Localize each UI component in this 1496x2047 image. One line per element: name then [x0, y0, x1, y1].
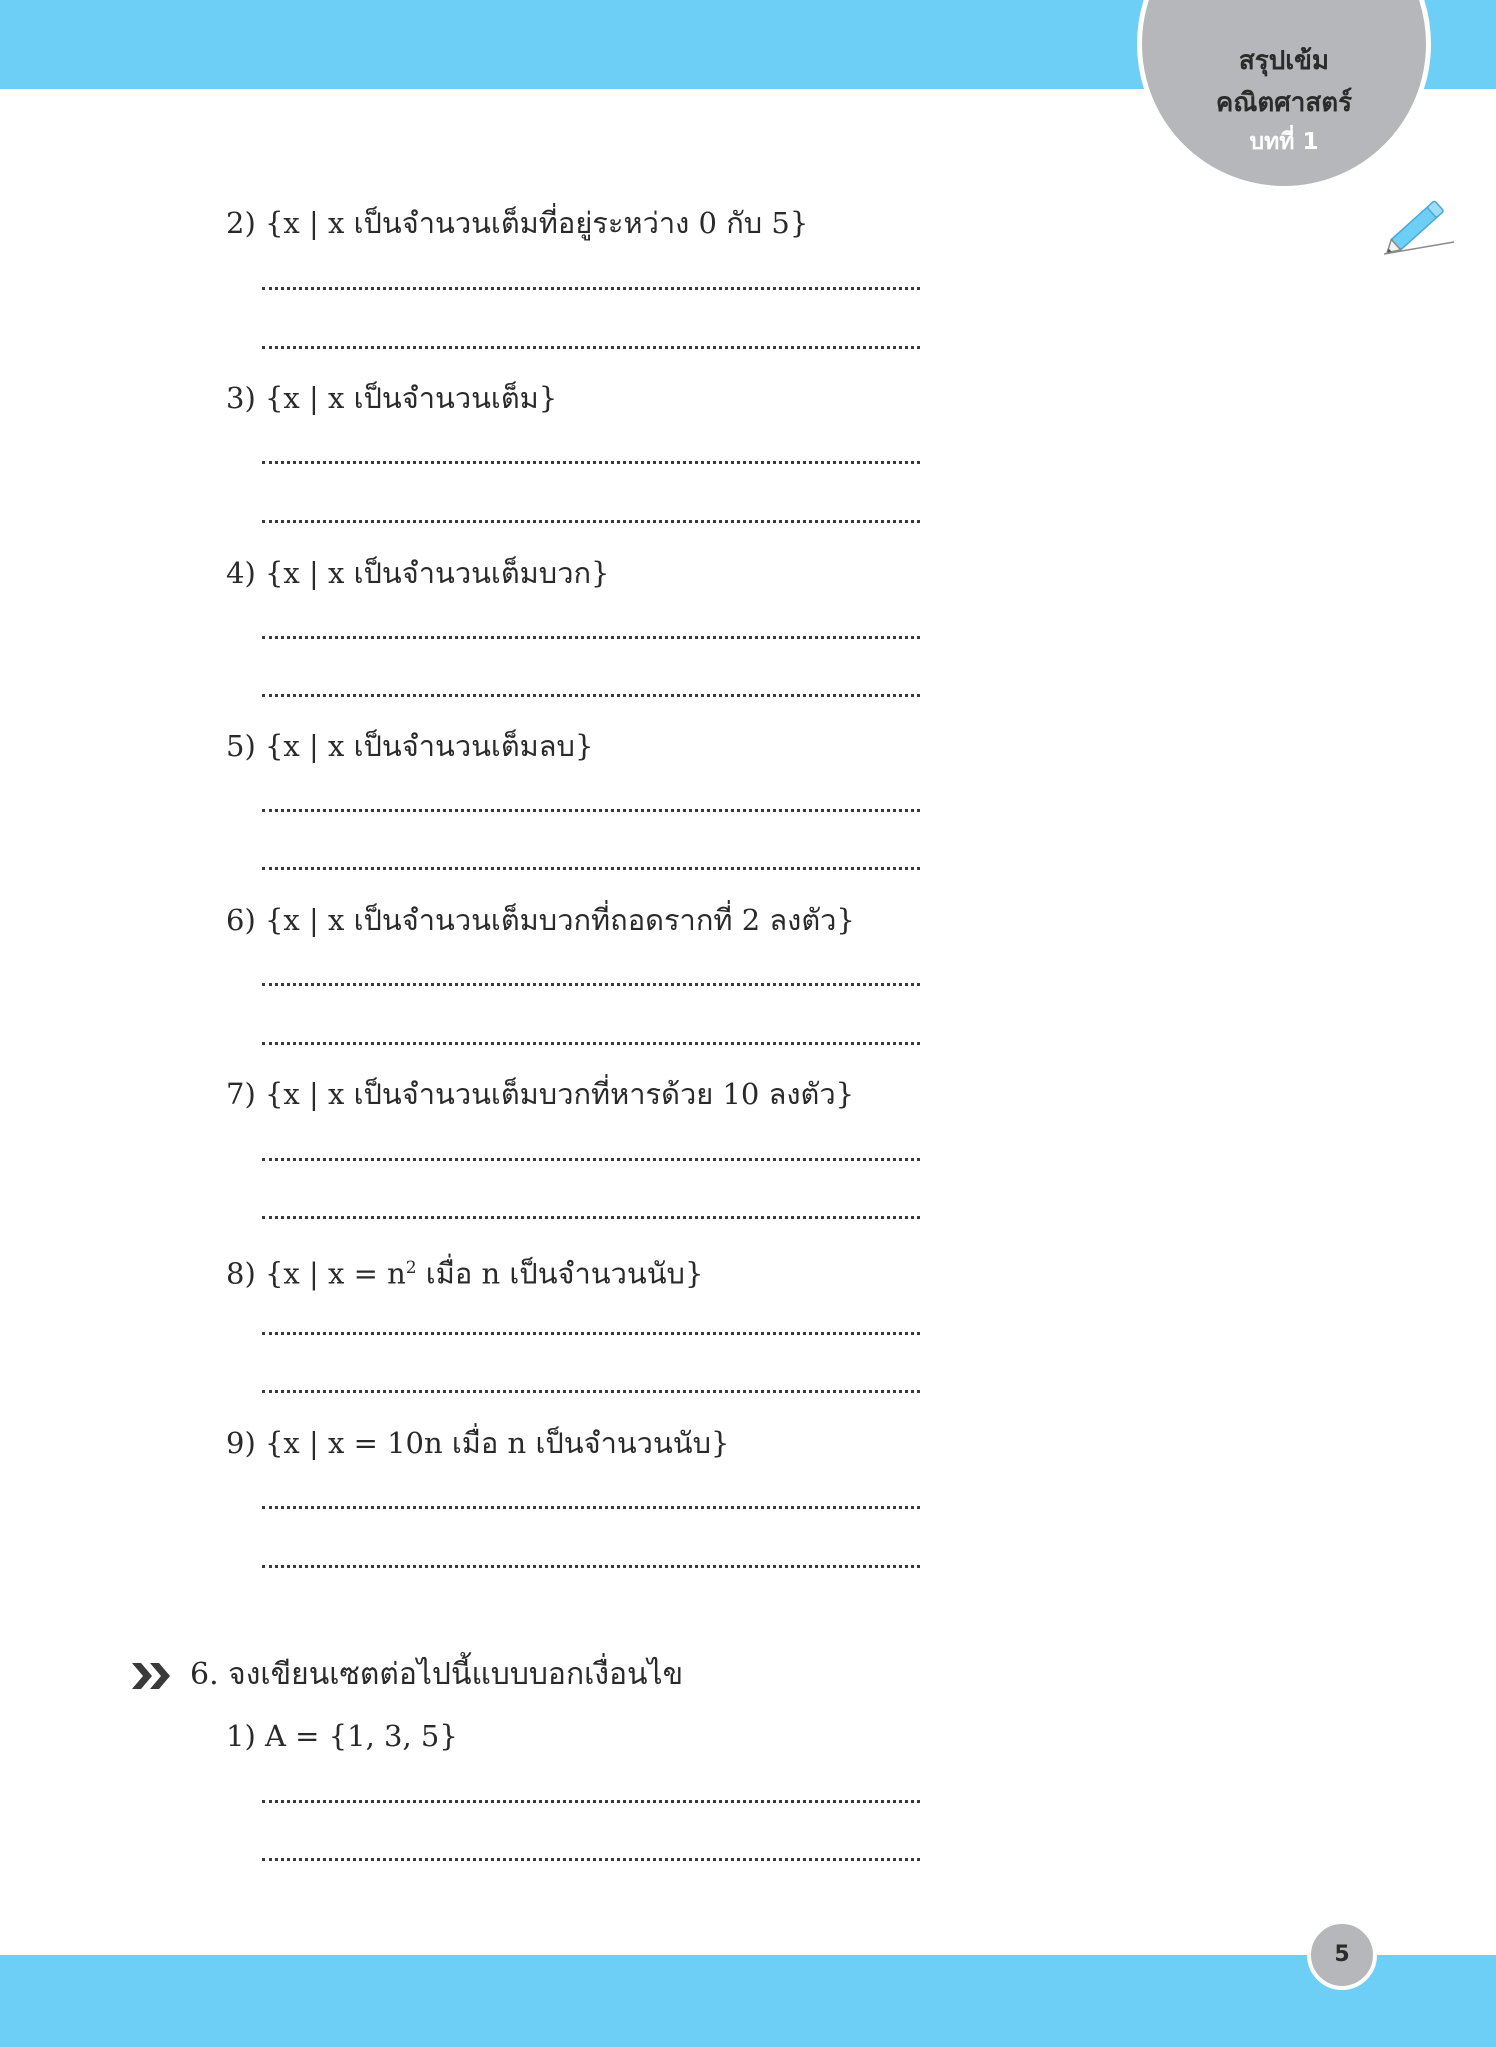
badge-title-line1: สรุปเข้ม — [1238, 46, 1330, 76]
exercise-item-6: 6) {x | x เป็นจำนวนเต็มบวกที่ถอดรากที่ 2 ลงตัว} — [226, 903, 855, 937]
answer-line[interactable] — [262, 1800, 920, 1803]
answer-line[interactable] — [262, 1216, 920, 1219]
answer-line[interactable] — [262, 520, 920, 523]
answer-line[interactable] — [262, 1042, 920, 1045]
question-6-text: 6. จงเขียนเซตต่อไปนี้แบบบอกเงื่อนไข — [190, 1657, 684, 1692]
exercise-item-4: 4) {x | x เป็นจำนวนเต็มบวก} — [226, 556, 610, 590]
answer-line[interactable] — [262, 1158, 920, 1161]
exercise-item-8-text: 8) {x | x = n — [226, 1256, 406, 1291]
exercise-item-7: 7) {x | x เป็นจำนวนเต็มบวกที่หารด้วย 10 ลงตัว} — [226, 1077, 855, 1111]
exercise-item-5: 5) {x | x เป็นจำนวนเต็มลบ} — [226, 729, 594, 763]
answer-line[interactable] — [262, 346, 920, 349]
answer-line[interactable] — [262, 694, 920, 697]
answer-line[interactable] — [262, 461, 920, 464]
bottom-band — [0, 1955, 1496, 2047]
answer-line[interactable] — [262, 1332, 920, 1335]
double-chevron-right-icon — [132, 1663, 172, 1689]
exercise-item-2: 2) {x | x เป็นจำนวนเต็มที่อยู่ระหว่าง 0 กับ 5} — [226, 206, 809, 240]
chapter-badge-text — [1137, 40, 1431, 160]
question-6-heading — [132, 1655, 683, 1695]
exercise-item-8 — [226, 1248, 703, 1294]
answer-line[interactable] — [262, 1565, 920, 1568]
exercise-item-9: 9) {x | x = 10n เมื่อ n เป็นจำนวนนับ} — [226, 1426, 730, 1460]
answer-line[interactable] — [262, 809, 920, 812]
answer-line[interactable] — [262, 983, 920, 986]
answer-line[interactable] — [262, 1390, 920, 1393]
exercise-item-8-exponent: 2 — [405, 1258, 417, 1278]
answer-line[interactable] — [262, 636, 920, 639]
answer-line[interactable] — [262, 287, 920, 290]
answer-line[interactable] — [262, 867, 920, 870]
badge-chapter-label: บทที่ 1 — [1249, 129, 1319, 155]
answer-line[interactable] — [262, 1506, 920, 1509]
badge-title-line2: คณิตศาสตร์ — [1215, 88, 1353, 118]
exercise-item-3: 3) {x | x เป็นจำนวนเต็ม} — [226, 381, 558, 415]
answer-line[interactable] — [262, 1858, 920, 1861]
pencil-icon — [1378, 196, 1456, 260]
question-6-item-1: 1) A = {1, 3, 5} — [226, 1719, 458, 1753]
page-number: 5 — [1307, 1920, 1377, 1990]
exercise-item-8-text-end: เมื่อ n เป็นจำนวนนับ} — [416, 1256, 704, 1291]
